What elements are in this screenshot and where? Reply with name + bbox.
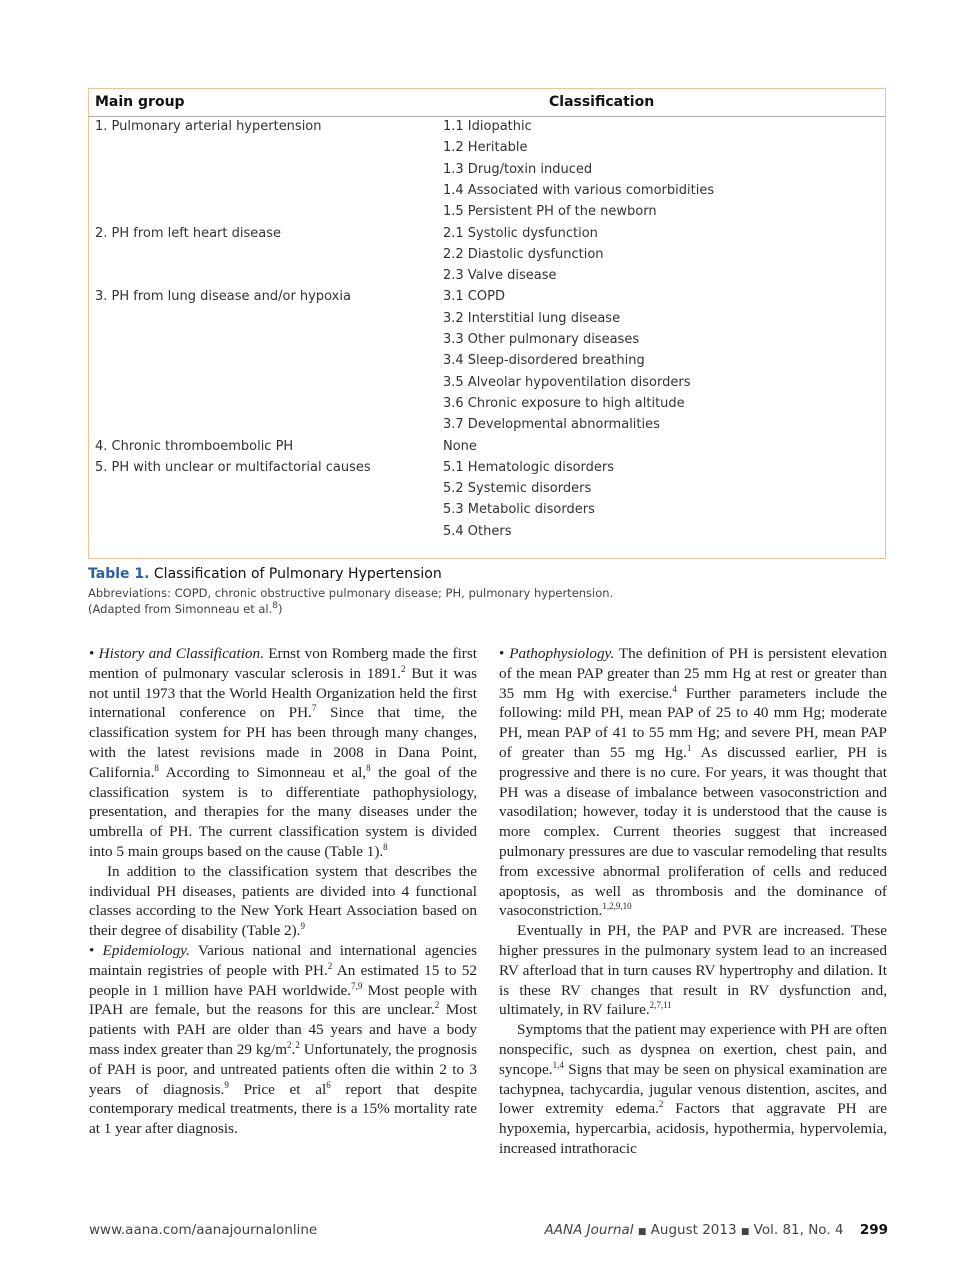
table-row xyxy=(89,332,885,353)
text: The definition of PH is persistent elevation of the mean PAP greater than 25 mm Hg at rest or greater than 35 mm Hg with exercise. xyxy=(499,645,887,702)
main-group-cell: 5. PH with unclear or multifactorial causes xyxy=(95,459,371,475)
text: Factors that aggravate PH are hypoxemia, hypercarbia, acidosis, hypothermia, hypervolemia, increased intrathoracic xyxy=(499,1100,887,1157)
table-caption xyxy=(88,566,888,617)
adapted-suffix: ) xyxy=(278,602,283,616)
text: Signs that may be seen on physical examination are tachypnea, tachycardia, jugular venous distention, ascites, and lower extremity edema. xyxy=(499,1060,887,1118)
abbreviations-text: Abbreviations: COPD, chronic obstructive pulmonary disease; PH, pulmonary hypertension. xyxy=(88,586,614,600)
classification-cell: 1.4 Associated with various comorbidities xyxy=(443,182,715,198)
table-row xyxy=(89,268,885,289)
ref: 7 xyxy=(311,703,317,714)
history-heading: History and Classification. xyxy=(98,645,264,662)
table-row xyxy=(89,460,885,481)
table-row xyxy=(89,353,885,374)
text: Unfortunately, the prognosis of PAH is poor, and untreated patients often die within 2 to 3 years of diagnosis. xyxy=(89,1040,477,1098)
ref: 2 xyxy=(295,1039,300,1050)
table-row xyxy=(89,247,885,268)
adapted-ref: 8 xyxy=(272,601,279,612)
separator-1: ■ xyxy=(637,1227,647,1237)
ref: 2 xyxy=(287,1039,292,1050)
history-paragraph: • History and Classification. Ernst von Romberg made the first mention of pulmonary vascular sclerosis in 1891.$^2$ But it was not until 1973 that the World Health Organization held the first international conference on PH.$^7$ Since that time, the classification system for PH has been through many changes, with the latest revisions made in 2008 in Dana Point, California.$^8$ According to Simonneau et al,$^8$ the goal of the classification system is to differentiate pathophysiology, presentation, and therapies for the many diseases under the umbrella of PH. The current classification system is divided into 5 main groups based on the cause (Table 1).$^8$ xyxy=(89,645,477,860)
ref: 2 xyxy=(327,960,333,971)
ref: 2 xyxy=(658,1099,664,1110)
table-row xyxy=(89,162,885,183)
ref: 1 xyxy=(686,742,692,753)
caption-title-line xyxy=(88,566,888,582)
table-row xyxy=(89,226,885,247)
classification-cell: 5.3 Metabolic disorders xyxy=(443,502,595,518)
page-number: 299 xyxy=(859,1222,888,1238)
main-group-cell: 3. PH from lung disease and/or hypoxia xyxy=(95,289,351,305)
table-row xyxy=(89,481,885,502)
classification-cell: None xyxy=(443,438,477,454)
text: Various national and international agencies maintain registries of people with PH. xyxy=(89,941,477,979)
ref: 9 xyxy=(224,1079,229,1090)
text: In addition to the classification system that describes the individual PH diseases, patients are divided into 4 functional classes according to the New York Heart Association based on their degree of disability (Table 2). xyxy=(89,862,477,940)
issue-date: August 2013 xyxy=(650,1222,737,1238)
classification-cell: 1.1 Idiopathic xyxy=(443,119,532,134)
table-header xyxy=(89,89,885,117)
rv-paragraph xyxy=(499,921,887,1020)
functional-classes-paragraph xyxy=(89,862,477,941)
caption-abbreviations xyxy=(88,585,888,617)
classification-cell: 2.3 Valve disease xyxy=(443,268,557,284)
ref: 2,7,11 xyxy=(649,1000,672,1011)
ref: 2 xyxy=(434,1000,440,1011)
caption-title: Classification of Pulmonary Hypertension xyxy=(153,566,442,582)
ref: 1,2,9,10 xyxy=(602,901,632,912)
text: An estimated 15 to 52 people in 1 million have PAH worldwide. xyxy=(89,961,477,999)
text: report that despite contemporary medical treatments, there is a 15% mortality rate at 1 year after diagnosis. xyxy=(89,1080,477,1138)
classification-cell: 5.1 Hematologic disorders xyxy=(443,459,615,475)
journal-name: AANA Journal xyxy=(544,1222,634,1238)
classification-cell: 2.2 Diastolic dysfunction xyxy=(443,246,604,262)
table-row xyxy=(89,524,885,545)
classification-cell: 5.2 Systemic disorders xyxy=(443,481,592,497)
text: . xyxy=(291,1040,296,1058)
text: Ernst von Romberg made the first mention of pulmonary vascular sclerosis in 1891. xyxy=(89,645,477,682)
text: But it was not until 1973 that the World Health Organization held the first international conference on PH. xyxy=(89,664,477,722)
text: Further parameters include the following: mild PH, mean PAP of 25 to 40 mm Hg; moderate PH, mean PAP of 41 to 55 mm Hg; and severe PH, mean PAP of greater than 55 mg Hg. xyxy=(499,684,887,761)
symptoms-paragraph xyxy=(499,1020,887,1159)
ref: 8 xyxy=(366,762,371,773)
pathophysiology-heading: Pathophysiology. xyxy=(509,645,615,662)
text: the goal of the classification system is to differentiate pathophysiology, presentation, and therapies for the many diseases under the umbrella of PH. The current classification system is divided into 5 main groups based on the cause (Table 1). xyxy=(89,763,477,860)
main-group-cell: 4. Chronic thromboembolic PH xyxy=(95,438,294,454)
table-row xyxy=(89,204,885,225)
table-row xyxy=(89,396,885,417)
text: Symptoms that the patient may experience with PH are often nonspecific, such as dyspnea on exertion, chest pain, and syncope. xyxy=(499,1021,887,1078)
ref: 2 xyxy=(401,663,406,674)
volume: Vol. 81, No. 4 xyxy=(753,1222,844,1238)
text: Most people with IPAH are female, but the reasons for this are unclear. xyxy=(89,981,477,1019)
ref: 4 xyxy=(672,683,677,694)
classification-cell: 1.5 Persistent PH of the newborn xyxy=(443,204,657,220)
table-row xyxy=(89,183,885,204)
classification-cell: 3.1 COPD xyxy=(443,289,505,305)
table-row xyxy=(89,119,885,140)
separator-2: ■ xyxy=(740,1227,750,1237)
footer-citation xyxy=(545,1222,888,1238)
ref: 8 xyxy=(154,762,159,773)
ref: 9 xyxy=(300,921,305,932)
classification-cell: 3.5 Alveolar hypoventilation disorders xyxy=(443,374,691,390)
classification-cell: 3.6 Chronic exposure to high altitude xyxy=(443,395,685,411)
table-row xyxy=(89,289,885,310)
adapted-prefix: (Adapted from Simonneau et al. xyxy=(88,602,273,616)
right-column xyxy=(499,644,887,1159)
text: Price et al xyxy=(228,1080,327,1098)
table-row xyxy=(89,311,885,332)
main-group-cell: 1. Pulmonary arterial hypertension xyxy=(95,119,322,134)
text: As discussed earlier, PH is progressive and there is no cure. For years, it was thought that PH was a disease of imbalance between vasoconstriction and vasodilation; however, today it is understood that the cause is more complex. Current theories suggest that increased pulmonary pressures are due to vascular remodeling that results from excessive abnormal proliferation of cells and reduced apoptosis, as well as thrombosis and the dominance of vasoconstriction. xyxy=(499,743,888,920)
text: Eventually in PH, the PAP and PVR are increased. These higher pressures in the pulmonary system lead to an increased RV afterload that in turn causes RV hypertrophy and dilation. It is these RV changes that result in RV dysfunction and, ultimately, in RV failure. xyxy=(499,922,887,1019)
header-main-group: Main group xyxy=(95,94,185,110)
pathophysiology-paragraph: • Pathophysiology. The definition of PH is persistent elevation of the mean PAP greater than 25 mm Hg at rest or greater than 35 mm Hg with exercise.$^4$ Further parameters include the following: mild PH, mean PAP of 25 to 40 mm Hg; moderate PH, mean PAP of 41 to 55 mm Hg; and severe PH, mean PAP of greater than 55 mg Hg.$^1$ As discussed earlier, PH is progressive and there is no cure. For years, it was thought that PH was a disease of imbalance between vasoconstriction and vasodilation; however, today it is understood that the cause is more complex. Current theories suggest that increased pulmonary pressures are due to vascular remodeling that results from excessive abnormal proliferation of cells and reduced apoptosis, as well as thrombosis and the dominance of vasoconstriction.$^{1,2,9,10}$ xyxy=(499,645,888,920)
ref: 8 xyxy=(383,841,388,852)
ref: 6 xyxy=(326,1079,331,1090)
table-row xyxy=(89,502,885,523)
classification-cell: 3.7 Developmental abnormalities xyxy=(443,417,660,433)
classification-cell: 5.4 Others xyxy=(443,523,512,539)
classification-table xyxy=(88,88,886,559)
classification-cell: 1.2 Heritable xyxy=(443,140,528,156)
classification-cell: 3.2 Interstitial lung disease xyxy=(443,310,621,326)
epidemiology-paragraph: • Epidemiology. Various national and international agencies maintain registries of people with PH.$^2$ An estimated 15 to 52 people in 1 million have PAH worldwide.$^{7,9}$ Most people with IPAH are female, but the reasons for this are unclear.$^2$ Most patients with PAH are older than 45 years and have a body mass index greater than 29 $kg/m^2.^2$ Unfortunately, the prognosis of PAH is poor, and untreated patients often die within 2 to 3 years of diagnosis.$^9$ Price et $al^6$ report that despite contemporary medical treatments, there is a 15% mortality rate at 1 year after diagnosis. xyxy=(89,941,477,1138)
text: Most patients with PAH are older than 45 years and have a body mass index greater than 29 kg/m xyxy=(89,1001,477,1058)
footer-url[interactable]: www.aana.com/aanajournalonline xyxy=(89,1222,318,1238)
epidemiology-heading: Epidemiology. xyxy=(102,941,190,959)
ref: 1,4 xyxy=(552,1059,564,1070)
text: Since that time, the classification system for PH has been through many changes, with the latest revisions made in 2008 in Dana Point, California. xyxy=(89,704,477,781)
text: According to Simonneau et al, xyxy=(158,763,367,781)
header-classification: Classification xyxy=(549,94,655,110)
classification-cell: 3.3 Other pulmonary diseases xyxy=(443,332,640,347)
table-row xyxy=(89,375,885,396)
table-row xyxy=(89,417,885,438)
classification-cell: 3.4 Sleep-disordered breathing xyxy=(443,353,645,369)
left-column xyxy=(89,644,477,1139)
ref: 7,9 xyxy=(351,980,363,991)
classification-cell: 1.3 Drug/toxin induced xyxy=(443,161,593,177)
main-group-cell: 2. PH from left heart disease xyxy=(95,225,282,241)
table-row xyxy=(89,439,885,460)
classification-cell: 2.1 Systolic dysfunction xyxy=(443,225,598,241)
table-row xyxy=(89,140,885,161)
caption-label: Table 1. xyxy=(88,566,150,582)
